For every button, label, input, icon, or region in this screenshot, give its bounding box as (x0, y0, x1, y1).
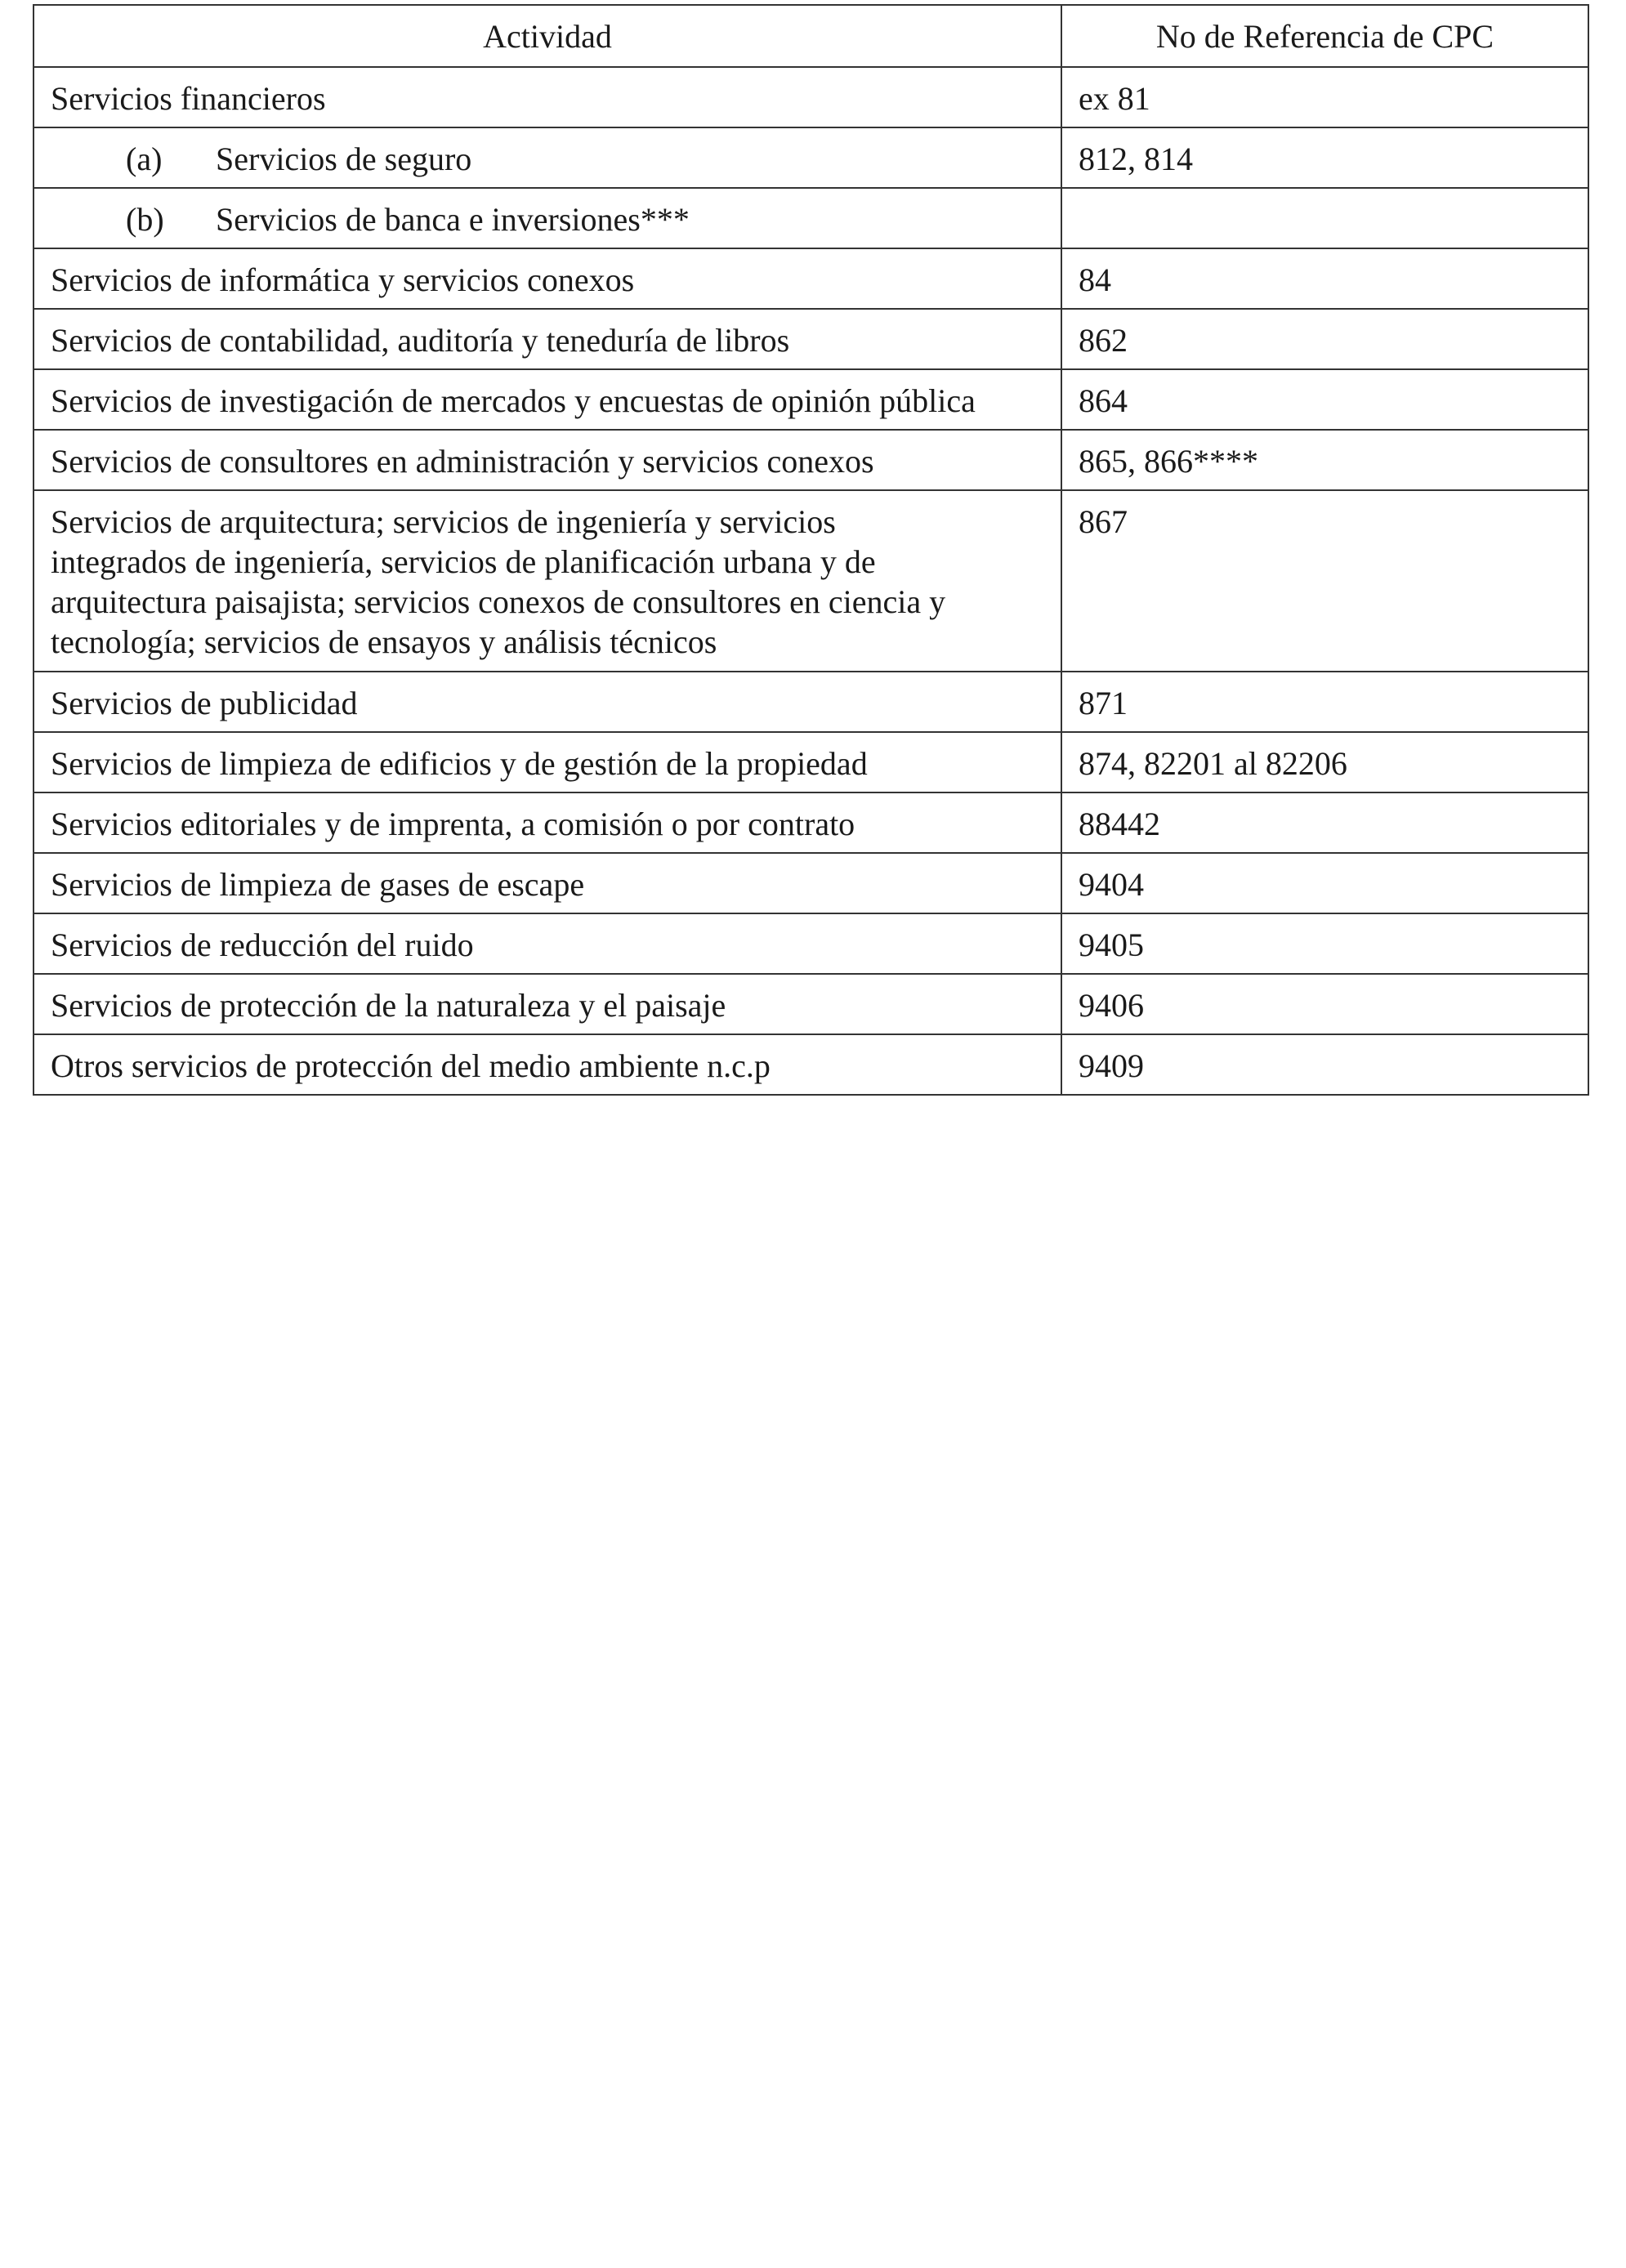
activity-table (33, 4, 1589, 1096)
table-row (34, 913, 1588, 974)
actividad-cell (34, 490, 1061, 672)
table-row (34, 369, 1588, 430)
table-row (34, 853, 1588, 913)
cpc-cell: 871 (1061, 672, 1588, 732)
cpc-cell: 9406 (1061, 974, 1588, 1034)
actividad-cell: Servicios editoriales y de imprenta, a comisión o por contrato (34, 792, 1061, 853)
actividad-cell: Servicios de reducción del ruido (34, 913, 1061, 974)
cpc-cell: ex 81 (1061, 67, 1588, 127)
actividad-cell: Servicios de protección de la naturaleza y el paisaje (34, 974, 1061, 1034)
actividad-cell: Servicios de contabilidad, auditoría y teneduría de libros (34, 309, 1061, 369)
cpc-cell: 9409 (1061, 1034, 1588, 1095)
header-row (34, 5, 1588, 67)
actividad-cell (34, 188, 1061, 248)
header-cpc: No de Referencia de CPC (1061, 5, 1588, 67)
actividad-cell: Servicios de consultores en administración y servicios conexos (34, 430, 1061, 490)
actividad-cell: Servicios de investigación de mercados y encuestas de opinión pública (34, 369, 1061, 430)
table-row (34, 430, 1588, 490)
actividad-cell: Servicios de publicidad (34, 672, 1061, 732)
table-row (34, 792, 1588, 853)
actividad-line: arquitectura paisajista; servicios conexos de consultores en ciencia y (51, 583, 946, 620)
actividad-line: tecnología; servicios de ensayos y análisis técnicos (51, 623, 717, 660)
cpc-cell: 874, 82201 al 82206 (1061, 732, 1588, 792)
table-row (34, 490, 1588, 672)
cpc-cell: 865, 866**** (1061, 430, 1588, 490)
table-row (34, 127, 1588, 188)
item-text: Servicios de seguro (216, 141, 472, 177)
cpc-cell: 9405 (1061, 913, 1588, 974)
actividad-cell: Servicios de informática y servicios conexos (34, 248, 1061, 309)
cpc-cell: 84 (1061, 248, 1588, 309)
item-text: Servicios de banca e inversiones*** (216, 201, 690, 238)
cpc-cell: 88442 (1061, 792, 1588, 853)
cpc-cell: 9404 (1061, 853, 1588, 913)
cpc-cell: 862 (1061, 309, 1588, 369)
table-row (34, 974, 1588, 1034)
item-letter: (b) (126, 201, 164, 238)
table-row (34, 732, 1588, 792)
table-row (34, 67, 1588, 127)
actividad-cell: Servicios de limpieza de edificios y de gestión de la propiedad (34, 732, 1061, 792)
item-letter: (a) (126, 141, 163, 177)
table-row (34, 672, 1588, 732)
actividad-cell: Servicios financieros (34, 67, 1061, 127)
actividad-cell: Servicios de limpieza de gases de escape (34, 853, 1061, 913)
cpc-cell: 812, 814 (1061, 127, 1588, 188)
actividad-line: Servicios de arquitectura; servicios de ingeniería y servicios (51, 503, 836, 540)
table-row (34, 248, 1588, 309)
table-row (34, 309, 1588, 369)
actividad-cell (34, 127, 1061, 188)
cpc-cell: 864 (1061, 369, 1588, 430)
table-row (34, 1034, 1588, 1095)
table-row (34, 188, 1588, 248)
actividad-line: integrados de ingeniería, servicios de planificación urbana y de (51, 543, 876, 580)
actividad-cell: Otros servicios de protección del medio ambiente n.c.p (34, 1034, 1061, 1095)
cpc-cell (1061, 188, 1588, 248)
header-actividad: Actividad (34, 5, 1061, 67)
cpc-cell: 867 (1061, 490, 1588, 672)
